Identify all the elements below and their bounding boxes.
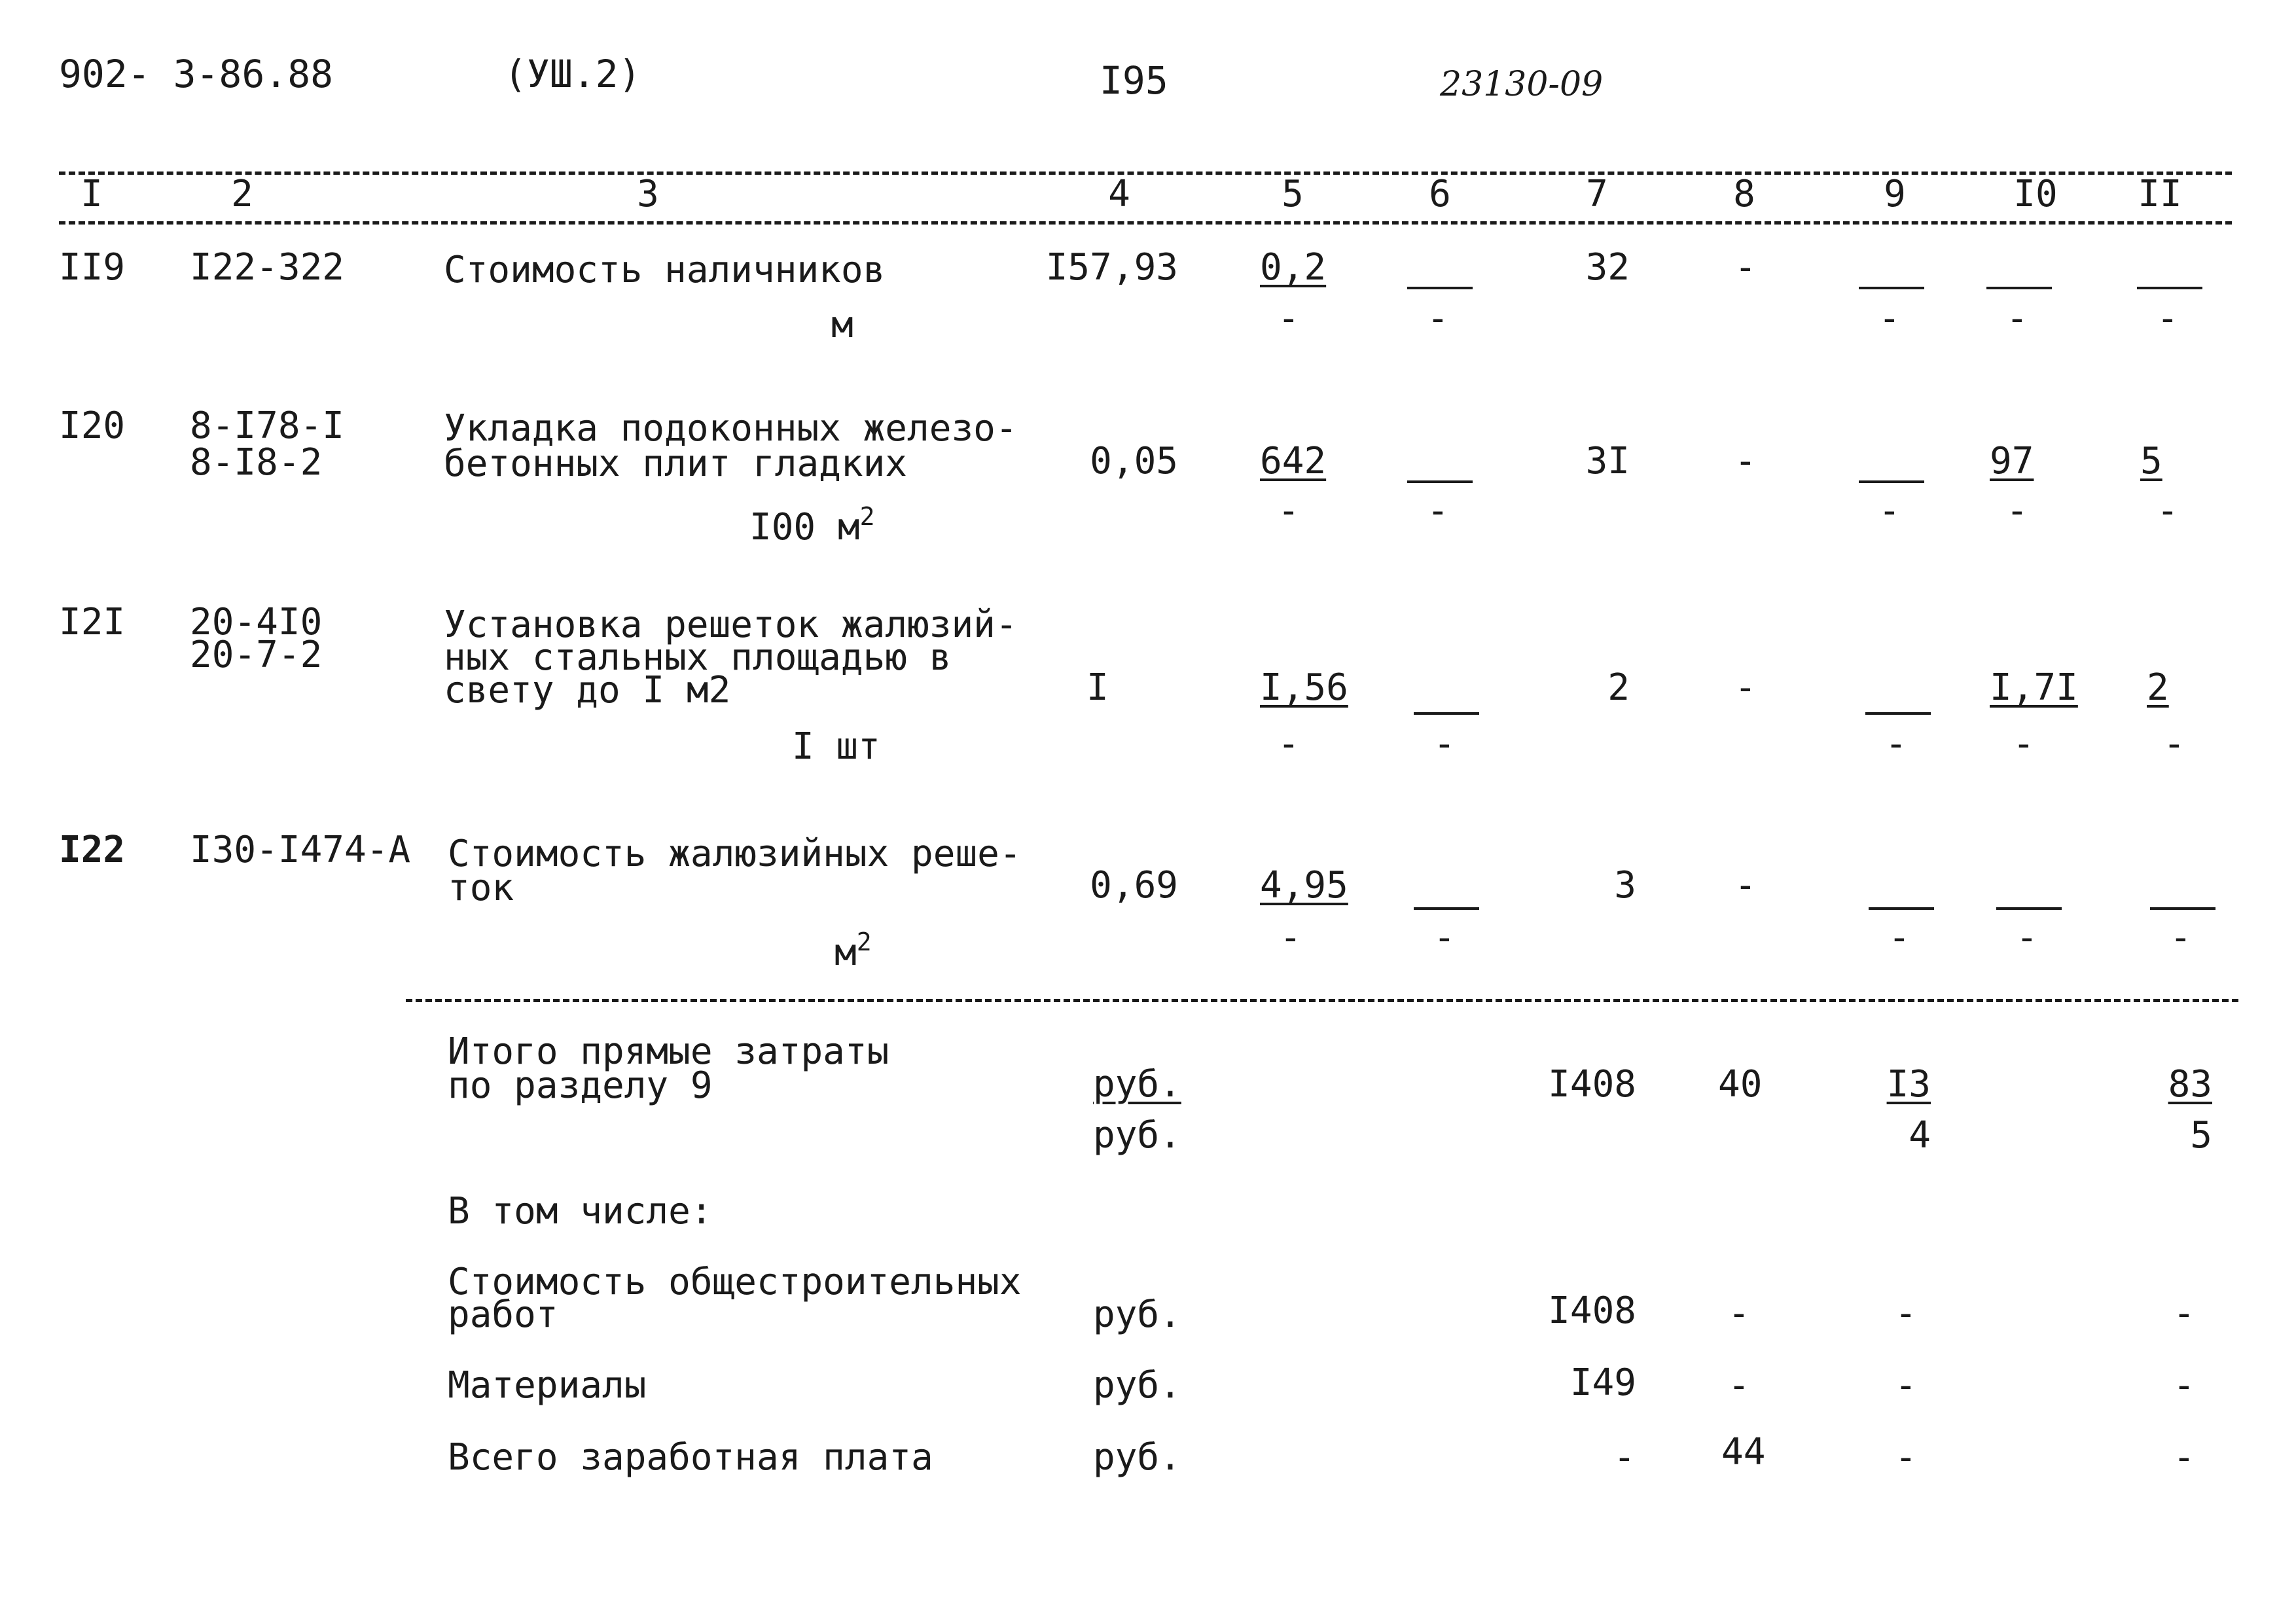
total-cost: 32 xyxy=(1585,246,1630,289)
breakdown-col11: - xyxy=(2173,1364,2195,1407)
unit-of-measure: $м^2$ xyxy=(834,928,872,974)
fraction-bar xyxy=(1996,907,2062,910)
totals-label: по разделу 9 xyxy=(448,1064,713,1107)
column-header: 7 xyxy=(1586,173,1608,215)
work-description: свету до I м2 xyxy=(444,669,731,712)
total-cost: 3I xyxy=(1585,440,1630,482)
unit-cost-denominator: - xyxy=(1278,297,1300,340)
column-header: 2 xyxy=(231,173,253,215)
unit-cost: 4,95 xyxy=(1260,864,1348,907)
col11-denominator: - xyxy=(2157,297,2179,340)
col10-value: I,7I xyxy=(1990,666,2078,709)
quantity: I57,93 xyxy=(1045,246,1178,289)
fraction-bar xyxy=(1865,712,1931,715)
column-header: II xyxy=(2138,173,2182,215)
breakdown-unit: руб. xyxy=(1093,1364,1181,1407)
row-number: I22 xyxy=(59,829,126,871)
col6-denominator: - xyxy=(1433,916,1456,959)
breakdown-unit: руб. xyxy=(1093,1436,1181,1479)
col8-value: - xyxy=(1734,666,1757,709)
price-code: 20-7-2 xyxy=(190,634,323,676)
row-number: I20 xyxy=(59,405,126,447)
column-header: 9 xyxy=(1884,173,1906,215)
col9-denominator: - xyxy=(1878,297,1901,340)
fraction-bar xyxy=(1869,907,1934,910)
unit-of-measure: м xyxy=(831,304,853,346)
row-number: I2I xyxy=(59,601,126,643)
fraction-bar xyxy=(2150,907,2215,910)
col6-denominator: - xyxy=(1433,723,1456,765)
unit-cost-denominator: - xyxy=(1278,490,1300,532)
column-header: 4 xyxy=(1108,173,1130,215)
inventory-stamp: 23130-09 xyxy=(1440,65,1604,104)
section-number: (УШ.2) xyxy=(504,52,641,96)
work-description: ных стальных площадью в xyxy=(444,636,952,679)
col11-denominator: - xyxy=(2163,723,2185,765)
totals-col9-bottom: 4 xyxy=(1909,1114,1931,1157)
fraction-bar xyxy=(1986,287,2052,289)
col8-value: - xyxy=(1734,246,1757,289)
document-code: 902- 3-86.88 xyxy=(59,52,334,96)
breakdown-unit: руб. xyxy=(1093,1293,1181,1336)
col10-value: 97 xyxy=(1990,440,2034,482)
totals-col11-bottom: 5 xyxy=(2190,1114,2212,1157)
fraction-bar xyxy=(1407,287,1473,289)
price-code: 20-4I0 xyxy=(190,601,323,643)
totals-separator xyxy=(406,999,2238,1002)
totals-label: Итого прямые затраты xyxy=(448,1030,889,1073)
totals-total-cost: I408 xyxy=(1548,1063,1636,1106)
breakdown-col8: - xyxy=(1728,1292,1750,1335)
header-bottom-rule xyxy=(59,221,2232,225)
col8-value: - xyxy=(1734,864,1757,907)
col6-denominator: - xyxy=(1427,297,1449,340)
col10-denominator: - xyxy=(2006,297,2028,340)
work-description: ток xyxy=(448,867,514,909)
unit-of-measure: I00 $м^2$ xyxy=(749,502,875,549)
column-header: I0 xyxy=(2013,173,2058,215)
breakdown-label: Стоимость общестроительных xyxy=(448,1261,1022,1303)
breakdown-label: Всего заработная плата xyxy=(448,1436,933,1479)
column-header: 3 xyxy=(637,173,659,215)
fraction-bar xyxy=(1414,907,1479,910)
fraction-bar xyxy=(1859,480,1924,483)
column-header: 5 xyxy=(1282,173,1304,215)
unit-cost: 642 xyxy=(1260,440,1327,482)
col10-denominator: - xyxy=(2013,723,2035,765)
price-code: 8-I8-2 xyxy=(190,441,323,484)
unit-cost-denominator: - xyxy=(1278,723,1300,765)
col9-denominator: - xyxy=(1888,916,1910,959)
work-description: Стоимость наличников xyxy=(444,249,886,291)
breakdown-total: I49 xyxy=(1570,1362,1636,1404)
fraction-bar xyxy=(1407,480,1473,483)
col9-denominator: - xyxy=(1885,723,1907,765)
header-top-rule xyxy=(59,171,2232,175)
col9-denominator: - xyxy=(1878,490,1901,532)
row-number: II9 xyxy=(59,246,126,289)
column-header: 6 xyxy=(1429,173,1451,215)
work-description: Укладка подоконных железо- xyxy=(444,407,1018,450)
breakdown-label: работ xyxy=(448,1293,558,1336)
total-cost: 2 xyxy=(1607,666,1630,709)
unit-cost-denominator: - xyxy=(1280,916,1302,959)
quantity: 0,05 xyxy=(1090,440,1178,482)
col10-denominator: - xyxy=(2006,490,2028,532)
breakdown-col11: - xyxy=(2173,1292,2195,1335)
work-description: бетонных плит гладких xyxy=(444,442,908,485)
totals-unit: руб. xyxy=(1093,1063,1181,1106)
col11-value: 2 xyxy=(2147,666,2169,709)
page-number: I95 xyxy=(1100,58,1168,103)
breakdown-col8: - xyxy=(1728,1364,1750,1407)
col11-value: 5 xyxy=(2140,440,2162,482)
totals-col8: 40 xyxy=(1718,1063,1763,1106)
work-description: Установка решеток жалюзий- xyxy=(444,604,1018,646)
price-code: I22-322 xyxy=(190,246,345,289)
breakdown-total: - xyxy=(1613,1436,1636,1479)
total-cost: 3 xyxy=(1614,864,1636,907)
breakdown-heading: В том числе: xyxy=(448,1190,713,1233)
breakdown-label: Материалы xyxy=(448,1364,647,1407)
work-description: Стоимость жалюзийных реше- xyxy=(448,833,1022,875)
unit-cost: I,56 xyxy=(1260,666,1348,709)
totals-col9-top: I3 xyxy=(1886,1063,1931,1106)
col10-denominator: - xyxy=(2016,916,2038,959)
col11-denominator: - xyxy=(2170,916,2192,959)
quantity: I xyxy=(1086,666,1109,709)
fraction-bar xyxy=(1414,712,1479,715)
column-header: I xyxy=(81,173,103,215)
fraction-bar xyxy=(2137,287,2202,289)
breakdown-col9: - xyxy=(1895,1292,1917,1335)
fraction-bar xyxy=(1859,287,1924,289)
breakdown-total: I408 xyxy=(1548,1290,1636,1332)
totals-col11-top: 83 xyxy=(2168,1063,2212,1106)
unit-of-measure: I шт xyxy=(792,725,880,768)
column-header: 8 xyxy=(1733,173,1755,215)
col6-denominator: - xyxy=(1427,490,1449,532)
breakdown-col11: - xyxy=(2173,1436,2195,1479)
unit-cost: 0,2 xyxy=(1260,246,1327,289)
quantity: 0,69 xyxy=(1090,864,1178,907)
breakdown-col8: 44 xyxy=(1721,1431,1766,1473)
totals-unit: руб. xyxy=(1093,1114,1181,1157)
col11-denominator: - xyxy=(2157,490,2179,532)
col8-value: - xyxy=(1734,440,1757,482)
breakdown-col9: - xyxy=(1895,1364,1917,1407)
price-code: 8-I78-I xyxy=(190,405,345,447)
breakdown-col9: - xyxy=(1895,1436,1917,1479)
price-code: I30-I474-А xyxy=(190,829,411,871)
